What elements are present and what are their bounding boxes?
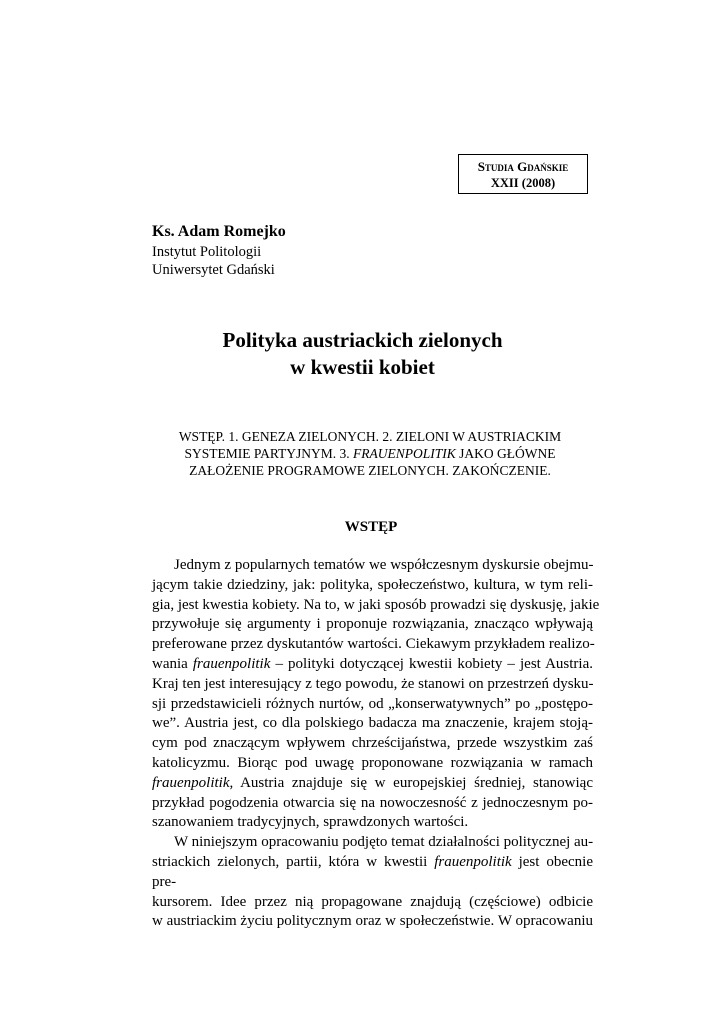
journal-volume: XXII (2008) [490, 176, 556, 190]
text-span: , Austria znajduje się w europejskiej średniej, stanowiąc [229, 774, 593, 791]
author-name: Ks. Adam Romejko [152, 223, 286, 240]
author-affiliation-university: Uniwersytet Gdański [152, 262, 275, 278]
text-span: striackich zielonych, partii, która w kwestii [152, 853, 435, 870]
toc-text: JAKO GŁÓWNE [455, 446, 556, 461]
text-line: preferowane przez dyskutantów wartości. Ciekawym przykładem realizo- [152, 636, 595, 653]
text-line: sji przedstawicieli różnych nurtów, od „konserwatywnych” po „postępo- [152, 695, 593, 712]
text-line [152, 655, 593, 675]
italic-term: frauenpolitik [434, 853, 512, 870]
text-line: jącym takie dziedziny, jak: polityka, społeczeństwo, kultura, w tym reli- [152, 576, 593, 593]
table-of-contents [150, 428, 590, 479]
text-span: – polityki dotyczącej kwestii kobiety – jest Austria. [270, 655, 593, 672]
text-line [152, 853, 593, 893]
toc-line-2 [150, 445, 590, 462]
text-line: gia, jest kwestia kobiety. Na to, w jaki sposób prowadzi się dyskusję, jakie [152, 596, 600, 613]
toc-line-1: WSTĘP. 1. GENEZA ZIELONYCH. 2. ZIELONI W AUSTRIACKIM [178, 429, 562, 444]
paper-title-line-2: w kwestii kobiet [290, 355, 435, 379]
italic-term: frauenpolitik [152, 774, 230, 791]
italic-term: frauenpolitik [192, 655, 271, 672]
text-line: Jednym z popularnych tematów we współczesnym dyskursie obejmu- [174, 557, 594, 573]
journal-box [458, 154, 588, 194]
toc-italic-term: FRAUENPOLITIK [353, 446, 456, 461]
text-line: w austriackim życiu politycznym oraz w społeczeństwie. W opracowaniu [152, 913, 593, 930]
body-text [152, 556, 600, 932]
toc-text: SYSTEMIE PARTYJNYM. 3. [184, 446, 354, 461]
text-line: katolicyzmu. Biorąc pod uwagę proponowane rozwiązania w ramach [152, 754, 593, 771]
text-line: W niniejszym opracowaniu podjęto temat działalności politycznej au- [174, 834, 594, 851]
toc-line-3: ZAŁOŻENIE PROGRAMOWE ZIELONYCH. ZAKOŃCZENIE. [189, 463, 551, 478]
text-line: szanowaniem tradycyjnych, sprawdzonych wartości. [152, 814, 469, 831]
text-span: jest obecnie pre- [152, 853, 593, 890]
paper-title-line-1: Polityka austriackich zielonych [222, 328, 503, 352]
author-affiliation-institute: Instytut Politologii [152, 244, 262, 260]
journal-name: Studia Gdańskie [477, 159, 569, 174]
text-line: cym pod znaczącym wpływem chrześcijaństwa, przede wszystkim zaś [152, 735, 593, 752]
text-line: Kraj ten jest interesujący z tego powodu, że stanowi on przestrzeń dysku- [152, 675, 594, 692]
text-line: przykład pogodzenia otwarcia się na nowoczesność z jednoczesnym po- [152, 794, 593, 811]
text-line [152, 774, 593, 794]
text-span: wania [152, 655, 193, 672]
text-line: kursorem. Idee przez nią propagowane znajdują (częściowe) odbicie [152, 893, 593, 910]
text-line: przywołuje się argumenty i proponuje rozwiązania, znacząco wpływają [152, 616, 593, 633]
text-line: we”. Austria jest, co dla polskiego badacza ma znaczenie, krajem stoją- [152, 715, 593, 732]
section-heading: WSTĘP [344, 519, 398, 535]
